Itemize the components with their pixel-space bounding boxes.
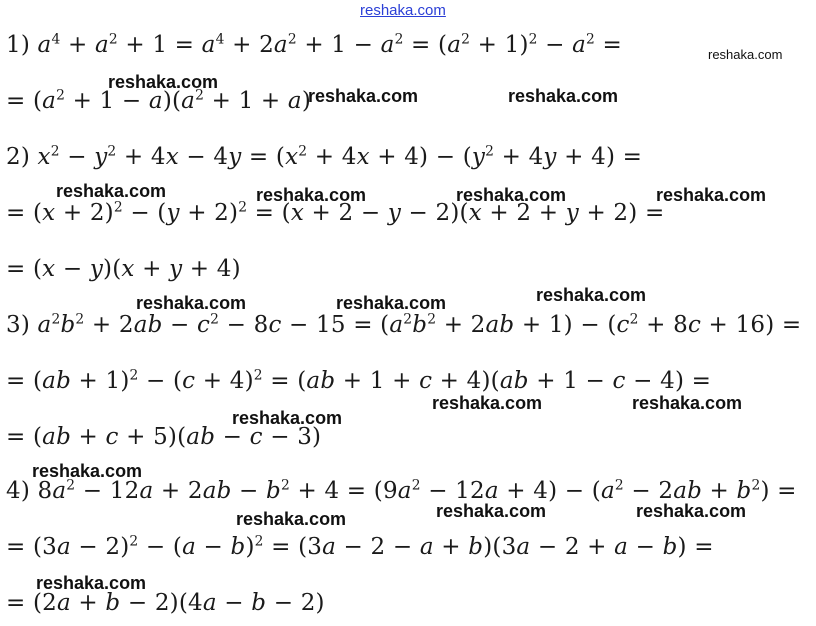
watermark: reshaka.com [536,285,647,305]
math-line-6: 3) $a^2b^2 + 2ab - c^2 - 8c - 15 = (a^2b^2 + 2ab + 1) - (c^2 + 8c + 16)$ = [6,311,802,338]
math-line-9: 4) $8a^2 - 12a + 2ab - b^2 + 4 = (9a^2 - 12a + 4) - (a^2 - 2ab + b^2)$ = [6,477,797,504]
watermark: reshaka.com [232,408,343,428]
math-line-3: 2) $x^2 - y^2 + 4x - 4y = (x^2 + 4x + 4) - (y^2 + 4y + 4)$ = [6,143,643,170]
watermark: reshaka.com [636,501,747,521]
watermark: reshaka.com [456,185,567,205]
watermark: reshaka.com [256,185,367,205]
watermark: reshaka.com [336,293,447,313]
math-line-11: = (2a + b − 2)(4a − b − 2) [6,590,325,616]
watermark: reshaka.com [136,293,247,313]
watermark: reshaka.com [36,573,147,593]
watermark: reshaka.com [656,185,767,205]
watermark: reshaka.com [32,461,143,481]
watermark: reshaka.com [508,86,619,106]
watermark: reshaka.com [56,181,167,201]
watermark: reshaka.com [432,393,543,413]
math-line-10: = $(3a - 2)^2 - (a - b)^2 = (3a - 2 - a + b)(3a - 2 + a - b)$ = [6,533,714,560]
math-line-1: 1) $a^4 + a^2 + 1 = a^4 + 2a^2 + 1 - a^2 = (a^2 + 1)^2 - a^2$ = [6,31,622,58]
math-line-4: = $(x + 2)^2 - (y + 2)^2 = (x + 2 - y - 2)(x + 2 + y + 2)$ = [6,199,665,226]
watermark: reshaka.com [236,509,347,529]
watermark: reshaka.com [308,86,419,106]
watermark: reshaka.com [632,393,743,413]
math-line-5: = (x − y)(x + y + 4) [6,256,241,282]
watermark: reshaka.com [708,47,783,62]
watermark: reshaka.com [108,72,219,92]
watermark: reshaka.com [436,501,547,521]
math-line-2: = $(a^2 + 1 - a)(a^2 + 1 + a)$ [6,87,312,114]
math-line-8: = (ab + c + 5)(ab − c − 3) [6,424,322,450]
math-line-7: = $(ab + 1)^2 - (c + 4)^2 = (ab + 1 + c + 4)(ab + 1 - c - 4)$ = [6,367,712,394]
site-link[interactable]: reshaka.com [360,2,446,19]
